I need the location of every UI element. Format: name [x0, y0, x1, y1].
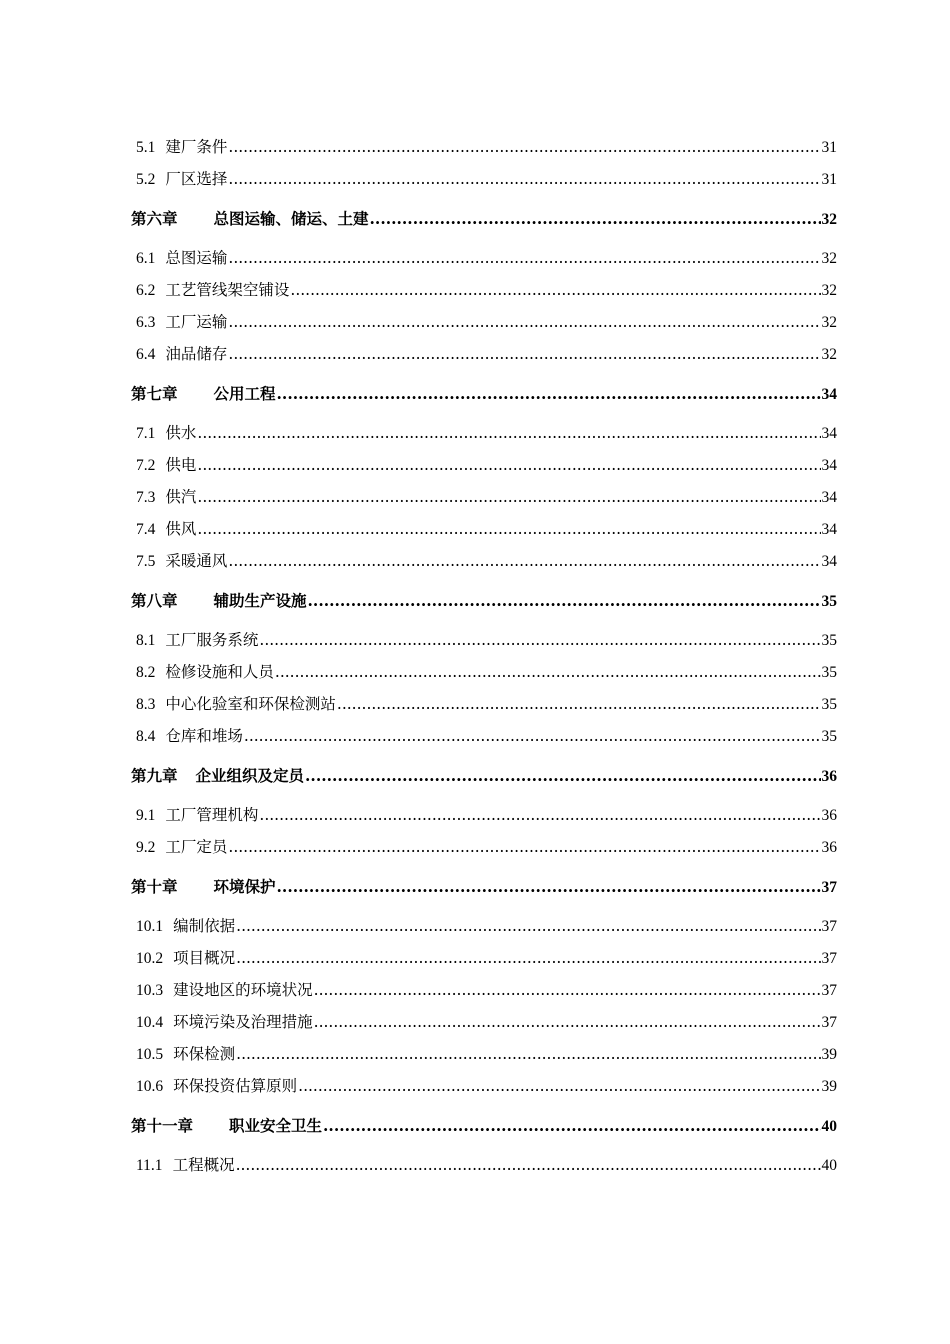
- toc-dot-leader: [228, 306, 820, 338]
- toc-dot-leader: [236, 910, 820, 942]
- toc-page-number: 36: [821, 807, 837, 824]
- toc-entry-title: 供水: [165, 424, 197, 442]
- toc-dot-leader: [323, 1105, 820, 1147]
- toc-entry-title: 项目概况: [173, 949, 236, 967]
- toc-chapter-number: 第十章: [131, 879, 178, 896]
- toc-dot-leader: [197, 513, 820, 545]
- toc-section-number: 5.1: [136, 139, 156, 156]
- toc-dot-leader: [308, 580, 821, 622]
- toc-entry-title: 厂区选择: [165, 170, 228, 188]
- toc-dot-leader: [236, 1149, 821, 1181]
- toc-section-entry[interactable]: [131, 449, 837, 481]
- toc-page-number: 37: [821, 982, 837, 999]
- toc-dot-leader: [259, 799, 820, 831]
- toc-section-number: 8.1: [136, 632, 156, 649]
- toc-page-number: 37: [821, 950, 837, 967]
- toc-dot-leader: [197, 481, 820, 513]
- toc-dot-leader: [228, 163, 820, 195]
- toc-section-number: 8.4: [136, 728, 156, 745]
- toc-chapter-number: 第十一章: [131, 1118, 194, 1135]
- toc-section-entry[interactable]: [131, 481, 837, 513]
- toc-page-number: 40: [821, 1157, 837, 1174]
- toc-section-entry[interactable]: [131, 1038, 837, 1070]
- toc-dot-leader: [305, 755, 820, 797]
- toc-page-number: 31: [821, 139, 837, 156]
- toc-dot-leader: [244, 720, 821, 752]
- toc-dot-leader: [314, 974, 821, 1006]
- toc-entry-title: 总图运输、储运、土建: [213, 209, 369, 228]
- toc-page-number: 34: [821, 386, 837, 403]
- toc-section-entry[interactable]: [131, 624, 837, 656]
- toc-chapter-number: 第八章: [131, 593, 178, 610]
- toc-entry-title: 工艺管线架空铺设: [165, 281, 290, 299]
- toc-page-number: 32: [821, 346, 837, 363]
- toc-section-entry[interactable]: [131, 720, 837, 752]
- toc-chapter-entry[interactable]: [131, 373, 837, 415]
- toc-page-number: 35: [821, 632, 837, 649]
- toc-entry-title: 环境保护: [213, 877, 276, 896]
- toc-page-number: 37: [821, 879, 837, 896]
- toc-entry-title: 职业安全卫生: [229, 1116, 323, 1135]
- toc-section-entry[interactable]: [131, 1006, 837, 1038]
- toc-page-number: 35: [821, 664, 837, 681]
- toc-section-entry[interactable]: [131, 831, 837, 863]
- toc-entry-title: 采暖通风: [165, 552, 228, 570]
- toc-dot-leader: [228, 242, 820, 274]
- toc-entry-title: 建设地区的环境状况: [173, 981, 313, 999]
- toc-section-entry[interactable]: [131, 417, 837, 449]
- toc-page-number: 36: [821, 839, 837, 856]
- toc-entry-title: 企业组织及定员: [195, 766, 305, 785]
- toc-entry-title: 油品储存: [165, 345, 228, 363]
- toc-page-number: 39: [821, 1078, 837, 1095]
- toc-dot-leader: [228, 545, 820, 577]
- toc-entry-title: 供风: [165, 520, 197, 538]
- toc-chapter-entry[interactable]: [131, 1105, 837, 1147]
- toc-page-number: 34: [821, 457, 837, 474]
- toc-entry-title: 供电: [165, 456, 197, 474]
- toc-page-number: 34: [821, 553, 837, 570]
- toc-dot-leader: [370, 198, 821, 240]
- toc-section-number: 10.2: [136, 950, 164, 967]
- toc-section-entry[interactable]: [131, 799, 837, 831]
- toc-chapter-entry[interactable]: [131, 755, 837, 797]
- toc-entry-title: 工厂运输: [165, 313, 228, 331]
- toc-entry-title: 环境污染及治理措施: [173, 1013, 313, 1031]
- toc-entry-title: 辅助生产设施: [213, 591, 307, 610]
- toc-section-number: 6.4: [136, 346, 156, 363]
- toc-page-number: 31: [821, 171, 837, 188]
- toc-dot-leader: [314, 1006, 821, 1038]
- toc-page-number: 35: [821, 696, 837, 713]
- toc-dot-leader: [236, 1038, 820, 1070]
- toc-section-entry[interactable]: [131, 1149, 837, 1181]
- toc-entry-title: 工程概况: [172, 1156, 235, 1174]
- toc-entry-title: 中心化验室和环保检测站: [165, 695, 336, 713]
- toc-page-number: 32: [821, 314, 837, 331]
- toc-dot-leader: [197, 449, 820, 481]
- toc-page-number: 35: [821, 728, 837, 745]
- toc-entry-title: 仓库和堆场: [165, 727, 243, 745]
- toc-chapter-entry[interactable]: [131, 198, 837, 240]
- toc-entry-title: 环保投资估算原则: [173, 1077, 298, 1095]
- toc-chapter-entry[interactable]: [131, 866, 837, 908]
- toc-section-entry[interactable]: [131, 513, 837, 545]
- toc-page-number: 40: [821, 1118, 837, 1135]
- toc-entry-title: 工厂定员: [165, 838, 228, 856]
- toc-section-entry[interactable]: [131, 910, 837, 942]
- toc-section-number: 7.2: [136, 457, 156, 474]
- toc-page-number: 32: [821, 282, 837, 299]
- toc-dot-leader: [228, 338, 820, 370]
- toc-section-number: 10.6: [136, 1078, 164, 1095]
- toc-page-number: 32: [821, 211, 837, 228]
- toc-section-number: 6.2: [136, 282, 156, 299]
- toc-dot-leader: [228, 131, 820, 163]
- toc-section-entry[interactable]: [131, 1070, 837, 1102]
- table-of-contents: [131, 131, 837, 1181]
- toc-section-number: 10.3: [136, 982, 164, 999]
- toc-page-number: 34: [821, 489, 837, 506]
- toc-dot-leader: [337, 688, 821, 720]
- toc-section-entry[interactable]: [131, 974, 837, 1006]
- toc-entry-title: 建厂条件: [165, 138, 228, 156]
- toc-section-number: 7.5: [136, 553, 156, 570]
- toc-section-number: 8.3: [136, 696, 156, 713]
- toc-section-number: 6.3: [136, 314, 156, 331]
- toc-dot-leader: [259, 624, 820, 656]
- toc-section-number: 10.1: [136, 918, 164, 935]
- toc-section-number: 7.1: [136, 425, 156, 442]
- toc-section-entry[interactable]: [131, 274, 837, 306]
- toc-section-entry[interactable]: [131, 545, 837, 577]
- toc-page-number: 37: [821, 918, 837, 935]
- toc-section-number: 5.2: [136, 171, 156, 188]
- toc-entry-title: 检修设施和人员: [165, 663, 274, 681]
- toc-page-number: 32: [821, 250, 837, 267]
- toc-entry-title: 公用工程: [213, 384, 276, 403]
- toc-section-number: 7.4: [136, 521, 156, 538]
- toc-page-number: 37: [821, 1014, 837, 1031]
- toc-section-number: 9.2: [136, 839, 156, 856]
- toc-dot-leader: [275, 656, 821, 688]
- toc-dot-leader: [228, 831, 820, 863]
- toc-page-number: 39: [821, 1046, 837, 1063]
- toc-section-entry[interactable]: [131, 688, 837, 720]
- toc-section-number: 8.2: [136, 664, 156, 681]
- toc-entry-title: 编制依据: [173, 917, 236, 935]
- toc-dot-leader: [298, 1070, 820, 1102]
- toc-dot-leader: [290, 274, 820, 306]
- toc-dot-leader: [277, 373, 821, 415]
- toc-dot-leader: [236, 942, 820, 974]
- toc-page-number: 35: [821, 593, 837, 610]
- toc-section-number: 10.5: [136, 1046, 164, 1063]
- toc-section-number: 9.1: [136, 807, 156, 824]
- toc-section-entry[interactable]: [131, 656, 837, 688]
- toc-entry-title: 供汽: [165, 488, 197, 506]
- toc-section-entry[interactable]: [131, 338, 837, 370]
- toc-section-entry[interactable]: [131, 306, 837, 338]
- toc-section-number: 10.4: [136, 1014, 164, 1031]
- toc-entry-title: 总图运输: [165, 249, 228, 267]
- toc-chapter-number: 第九章: [131, 768, 178, 785]
- toc-entry-title: 工厂服务系统: [165, 631, 259, 649]
- toc-section-entry[interactable]: [131, 942, 837, 974]
- toc-dot-leader: [277, 866, 821, 908]
- toc-section-entry[interactable]: [131, 242, 837, 274]
- toc-section-number: 7.3: [136, 489, 156, 506]
- toc-dot-leader: [197, 417, 820, 449]
- toc-chapter-number: 第六章: [131, 211, 178, 228]
- toc-page-number: 34: [821, 521, 837, 538]
- toc-page-number: 34: [821, 425, 837, 442]
- toc-entry-title: 工厂管理机构: [165, 806, 259, 824]
- toc-section-number: 6.1: [136, 250, 156, 267]
- toc-chapter-entry[interactable]: [131, 580, 837, 622]
- toc-section-number: 11.1: [136, 1157, 163, 1174]
- toc-chapter-number: 第七章: [131, 386, 178, 403]
- toc-section-entry[interactable]: [131, 163, 837, 195]
- toc-entry-title: 环保检测: [173, 1045, 236, 1063]
- toc-page-number: 36: [821, 768, 837, 785]
- toc-section-entry[interactable]: [131, 131, 837, 163]
